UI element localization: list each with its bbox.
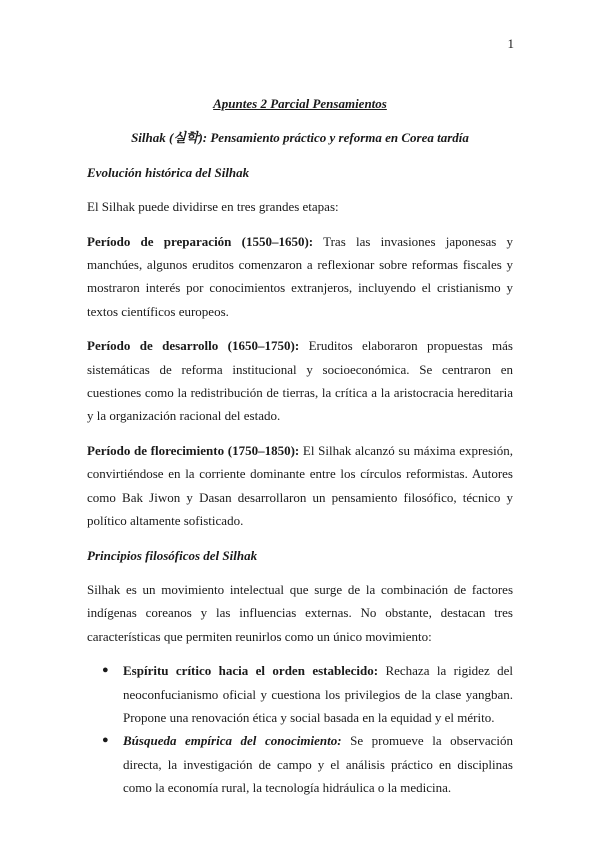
period-label: Período de desarrollo (1650–1750):: [87, 338, 300, 354]
bullet-icon: ●: [102, 664, 109, 677]
document-title: Apuntes 2 Parcial Pensamientos: [213, 96, 387, 111]
period-label: Período de florecimiento (1750–1850):: [87, 442, 300, 458]
list-item: [102, 729, 513, 799]
period-text: Eruditos elaboraron propuestas más sistemáticas de reforma institucional y socioeconómica. Se centraron en cuestiones como la redistribución de tierras, la crítica a la aristocracia hereditaria y la organización racional del estado.: [87, 338, 513, 424]
list-item: [102, 659, 513, 729]
page-number: 1: [507, 36, 514, 51]
period-paragraph-desarrollo: [87, 334, 513, 428]
bullet-text: Rechaza la rigidez del neoconfucianismo oficial y cuestiona los privilegios de la clase yangban. Propone una renovación ética y social basada en la equidad y el mérito.: [123, 663, 513, 725]
period-paragraph-preparacion: [87, 230, 513, 324]
section-heading-principios: Principios filosóficos del Silhak: [87, 547, 258, 563]
bullet-text: Se promueve la observación directa, la investigación de campo y el análisis práctico en disciplinas como la economía rural, la tecnología hidráulica o la medicina.: [123, 733, 513, 796]
bullet-label: Espíritu crítico hacia el orden establecido:: [123, 663, 379, 679]
bullet-label: Búsqueda empírica del conocimiento:: [123, 733, 342, 749]
period-text: Tras las invasiones japonesas y manchúes, algunos eruditos comenzaron a reflexionar sobre reformas fiscales y mostraron interés por conocimientos extranjeros, incluyendo el cristianismo y textos científicos europeos.: [87, 233, 513, 319]
period-paragraph-florecimiento: [87, 439, 513, 533]
principles-list: [87, 659, 513, 799]
period-label: Período de preparación (1550–1650):: [87, 233, 314, 249]
section-intro-principios: Silhak es un movimiento intelectual que surge de la combinación de factores indígenas coreanos y las influencias externas. No obstante, destacan tres características que permiten reunirlos como un único movimiento:: [87, 581, 513, 644]
document-subtitle: Silhak (실학): Pensamiento práctico y reforma en Corea tardía: [131, 130, 469, 146]
period-text: El Silhak alcanzó su máxima expresión, convirtiéndose en la corriente dominante entre los círculos reformistas. Autores como Bak Jiwon y Dasan desarrollaron un pensamiento filosófico, técnico y político altamente sofisticado.: [87, 442, 513, 529]
document-body: [87, 92, 513, 800]
section-intro-evolucion: El Silhak puede dividirse en tres grandes etapas:: [87, 199, 339, 215]
bullet-icon: ●: [102, 734, 109, 747]
section-heading-evolucion: Evolución histórica del Silhak: [87, 164, 250, 180]
